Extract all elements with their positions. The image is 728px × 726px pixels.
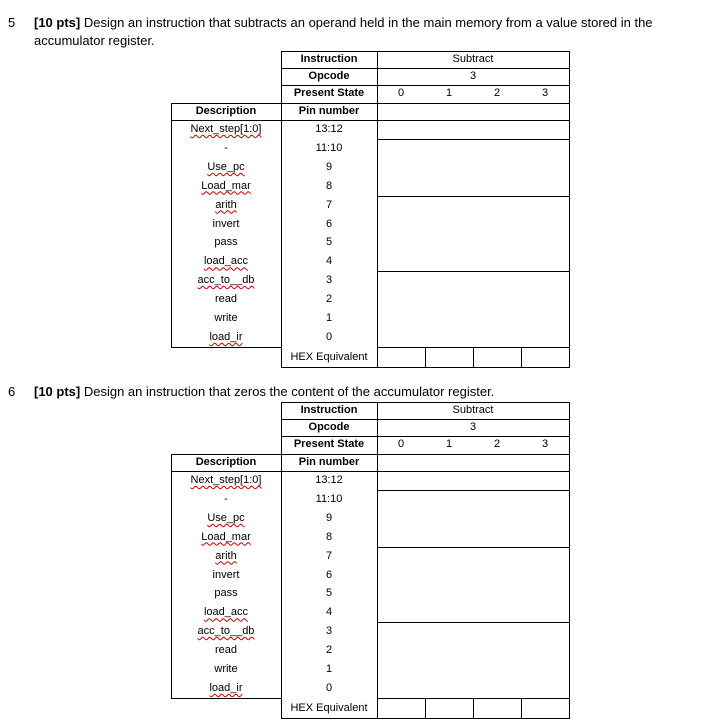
pin-number: 9 — [325, 160, 333, 173]
signal-description: Load_mar — [201, 530, 251, 543]
pin-number: 2 — [325, 293, 333, 306]
table-border — [377, 139, 570, 140]
signal-description: - — [224, 492, 228, 505]
pin-number: 8 — [325, 179, 333, 192]
signal-description: pass — [214, 236, 238, 249]
signal-description: Next_step[1:0] — [190, 123, 262, 135]
pin-number: 5 — [325, 587, 333, 600]
instruction-value: Subtract — [452, 404, 494, 416]
pin-number: 3 — [325, 274, 333, 287]
signal-description: write — [214, 312, 238, 324]
opcode-value: 3 — [469, 70, 477, 82]
table-border — [281, 367, 570, 368]
question-number: 6 — [8, 384, 16, 399]
pin-number: 9 — [325, 511, 333, 524]
table-border — [281, 85, 570, 86]
pin-number: 7 — [325, 549, 333, 562]
signal-description: read — [214, 644, 238, 657]
present-state-label: Present State — [293, 87, 365, 99]
pin-number: 6 — [325, 217, 333, 230]
table-border — [425, 347, 426, 367]
state-3: 3 — [541, 87, 549, 99]
pin-number: 1 — [325, 312, 333, 324]
table-border — [569, 402, 570, 454]
signal-description: Load_mar — [201, 179, 251, 192]
pin-number: 8 — [325, 530, 333, 543]
state-3: 3 — [541, 438, 549, 450]
signal-description: - — [224, 141, 228, 154]
pin-number: 0 — [325, 681, 333, 694]
question-text — [34, 14, 653, 50]
signal-description: load_ir — [209, 681, 243, 694]
signal-description: load_acc — [203, 255, 249, 268]
opcode-label: Opcode — [308, 421, 350, 433]
table-border — [281, 718, 570, 719]
hex-equivalent-label: HEX Equivalent — [290, 701, 368, 714]
table-border — [281, 402, 570, 403]
table-border — [377, 490, 570, 491]
question-heading — [8, 14, 653, 48]
question-points: [10 pts] — [34, 15, 81, 30]
table-border — [171, 698, 281, 699]
signal-description: acc_to__db — [197, 625, 255, 638]
table-border — [521, 347, 522, 367]
signal-description: read — [214, 293, 238, 306]
table-border — [281, 68, 570, 69]
table-border — [377, 103, 378, 367]
instruction-label: Instruction — [300, 53, 358, 65]
instruction-label: Instruction — [300, 404, 358, 416]
question-text-line2: accumulator register. — [34, 33, 155, 48]
pin-number: 7 — [325, 198, 333, 211]
question-heading — [8, 383, 495, 401]
signal-description: load_ir — [209, 330, 243, 343]
question-number: 5 — [8, 15, 16, 30]
table-border — [473, 347, 474, 367]
opcode-label: Opcode — [308, 70, 350, 82]
table-border — [569, 103, 570, 367]
state-0: 0 — [397, 87, 405, 99]
hex-equivalent-label: HEX Equivalent — [290, 350, 368, 363]
pin-number-header: Pin number — [298, 105, 360, 117]
question-points: [10 pts] — [34, 384, 81, 399]
description-header: Description — [195, 105, 257, 117]
table-border — [281, 51, 570, 52]
signal-description: acc_to__db — [197, 274, 255, 287]
pin-number: 1 — [325, 663, 333, 675]
present-state-label: Present State — [293, 438, 365, 450]
signal-description: arith — [215, 198, 237, 211]
state-2: 2 — [493, 438, 501, 450]
table-border — [569, 454, 570, 718]
table-border — [171, 347, 281, 348]
signal-description: Next_step[1:0] — [190, 474, 262, 486]
table-border — [377, 622, 570, 623]
signal-description: invert — [212, 568, 240, 581]
instruction-value: Subtract — [452, 53, 494, 65]
pin-number: 4 — [325, 255, 333, 268]
table-border — [377, 454, 378, 718]
description-header: Description — [195, 456, 257, 468]
question-text — [34, 383, 494, 401]
signal-description: write — [214, 663, 238, 675]
table-border — [425, 698, 426, 718]
pin-number: 0 — [325, 330, 333, 343]
question-text-line1: Design an instruction that subtracts an operand held in the main memory from a value stored in the — [80, 15, 653, 30]
opcode-value: 3 — [469, 421, 477, 433]
signal-description: invert — [212, 217, 240, 230]
pin-number-header: Pin number — [298, 456, 360, 468]
table-border — [377, 547, 570, 548]
table-border — [377, 196, 570, 197]
table-border — [171, 120, 378, 121]
table-border — [171, 103, 378, 104]
pin-number: 11:10 — [315, 492, 343, 505]
state-1: 1 — [445, 87, 453, 99]
table-border — [377, 471, 570, 472]
signal-description: Use_pc — [207, 160, 245, 173]
table-border — [171, 454, 378, 455]
signal-description: arith — [215, 549, 237, 562]
table-border — [521, 698, 522, 718]
signal-description: load_acc — [203, 606, 249, 619]
signal-description: Use_pc — [207, 511, 245, 524]
table-border — [377, 271, 570, 272]
pin-number: 4 — [325, 606, 333, 619]
question-text-line1: Design an instruction that zeros the content of the accumulator register. — [80, 384, 495, 399]
signal-description: pass — [214, 587, 238, 600]
pin-number: 2 — [325, 644, 333, 657]
pin-number: 13:12 — [315, 123, 343, 135]
pin-number: 3 — [325, 625, 333, 638]
state-0: 0 — [397, 438, 405, 450]
table-border — [171, 471, 378, 472]
table-border — [377, 120, 570, 121]
pin-number: 13:12 — [315, 474, 343, 486]
state-1: 1 — [445, 438, 453, 450]
table-border — [569, 51, 570, 103]
pin-number: 5 — [325, 236, 333, 249]
pin-number: 11:10 — [315, 141, 343, 154]
state-2: 2 — [493, 87, 501, 99]
table-border — [473, 698, 474, 718]
pin-number: 6 — [325, 568, 333, 581]
table-border — [281, 436, 570, 437]
table-border — [281, 419, 570, 420]
